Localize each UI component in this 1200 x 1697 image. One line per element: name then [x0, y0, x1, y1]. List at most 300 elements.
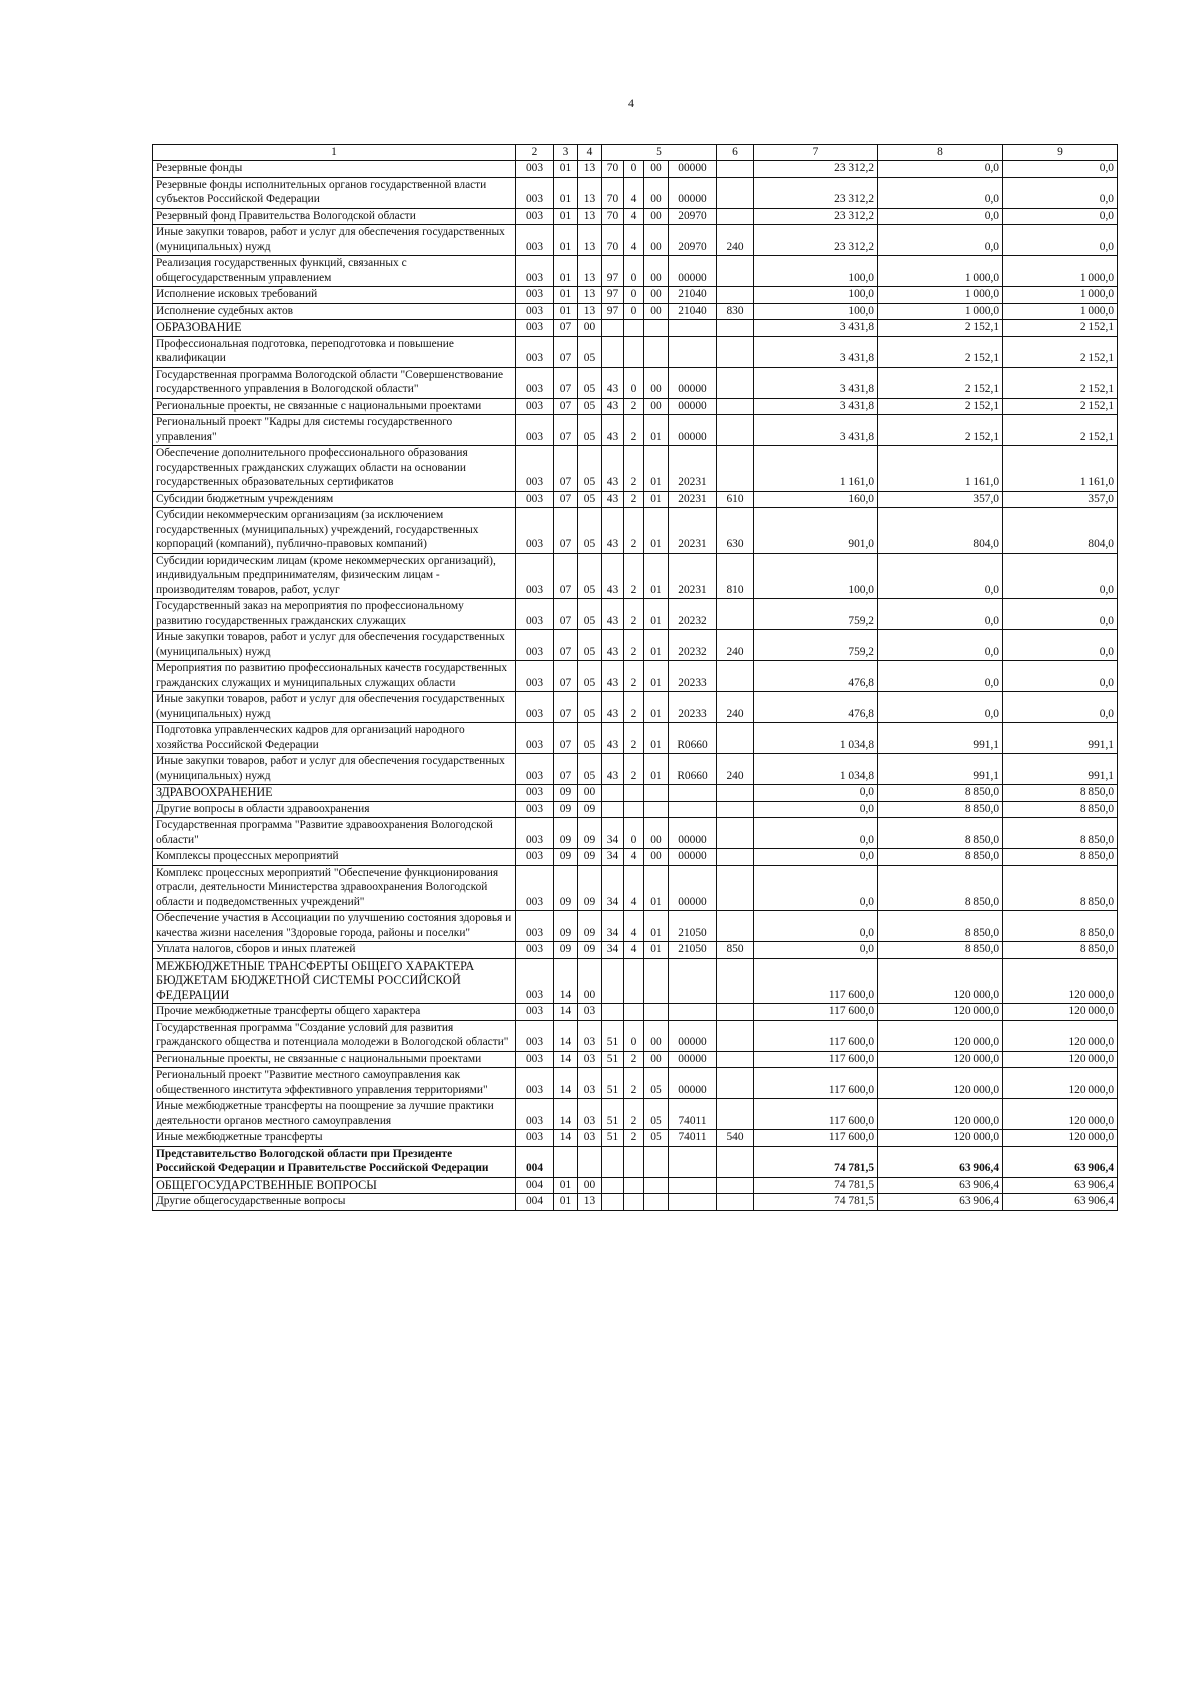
program-code: 70 — [602, 208, 624, 225]
table-row — [153, 630, 1118, 661]
section-code: 09 — [554, 818, 578, 849]
program-code: 43 — [602, 446, 624, 492]
expense-type-code: 240 — [717, 754, 754, 785]
subprogram-code — [624, 1146, 644, 1177]
direction-code: 20231 — [669, 508, 717, 554]
grbs-code: 003 — [516, 508, 554, 554]
grbs-code: 004 — [516, 1146, 554, 1177]
table-row — [153, 446, 1118, 492]
amount-col-9: 1 000,0 — [1003, 256, 1118, 287]
table-row — [153, 208, 1118, 225]
section-code: 07 — [554, 320, 578, 337]
amount-col-8: 8 850,0 — [878, 942, 1003, 959]
amount-col-8: 120 000,0 — [878, 1020, 1003, 1051]
subprogram-code: 2 — [624, 398, 644, 415]
direction-code: 20970 — [669, 208, 717, 225]
subsection-code: 09 — [578, 911, 602, 942]
amount-col-9: 804,0 — [1003, 508, 1118, 554]
direction-code: 00000 — [669, 415, 717, 446]
expense-type-code — [717, 208, 754, 225]
amount-col-9: 0,0 — [1003, 630, 1118, 661]
table-row — [153, 754, 1118, 785]
table-row — [153, 801, 1118, 818]
section-code: 14 — [554, 1068, 578, 1099]
direction-code: 20233 — [669, 692, 717, 723]
direction-code: 00000 — [669, 1068, 717, 1099]
amount-col-8: 0,0 — [878, 630, 1003, 661]
section-code — [554, 1146, 578, 1177]
direction-code — [669, 785, 717, 802]
amount-col-7: 3 431,8 — [754, 398, 878, 415]
direction-code: 21050 — [669, 911, 717, 942]
subsection-code: 05 — [578, 446, 602, 492]
subsection-code — [578, 1146, 602, 1177]
header-col-5: 5 — [602, 145, 717, 161]
amount-col-9: 120 000,0 — [1003, 1004, 1118, 1021]
table-row — [153, 1020, 1118, 1051]
program-code: 43 — [602, 553, 624, 599]
event-code: 01 — [644, 661, 669, 692]
expense-type-code — [717, 818, 754, 849]
amount-col-8: 804,0 — [878, 508, 1003, 554]
direction-code: 20233 — [669, 661, 717, 692]
row-name: Уплата налогов, сборов и иных платежей — [153, 942, 516, 959]
event-code — [644, 336, 669, 367]
amount-col-9: 8 850,0 — [1003, 865, 1118, 911]
amount-col-9: 0,0 — [1003, 161, 1118, 178]
subprogram-code: 2 — [624, 723, 644, 754]
subsection-code: 03 — [578, 1004, 602, 1021]
subprogram-code: 4 — [624, 942, 644, 959]
table-row — [153, 367, 1118, 398]
table-row — [153, 599, 1118, 630]
grbs-code: 003 — [516, 446, 554, 492]
expense-type-code — [717, 661, 754, 692]
direction-code: 20231 — [669, 553, 717, 599]
amount-col-7: 23 312,2 — [754, 177, 878, 208]
program-code — [602, 958, 624, 1004]
subprogram-code: 4 — [624, 208, 644, 225]
section-code: 07 — [554, 491, 578, 508]
row-name: Резервные фонды — [153, 161, 516, 178]
amount-col-9: 991,1 — [1003, 754, 1118, 785]
grbs-code: 003 — [516, 161, 554, 178]
table-row — [153, 415, 1118, 446]
amount-col-9: 991,1 — [1003, 723, 1118, 754]
row-name: Государственная программа Вологодской области "Совершенствование государственного управления в Вологодской области" — [153, 367, 516, 398]
header-col-6: 6 — [717, 145, 754, 161]
amount-col-7: 3 431,8 — [754, 367, 878, 398]
event-code: 05 — [644, 1130, 669, 1147]
event-code: 01 — [644, 865, 669, 911]
subsection-code: 00 — [578, 785, 602, 802]
amount-col-8: 1 000,0 — [878, 303, 1003, 320]
section-code: 01 — [554, 225, 578, 256]
table-row — [153, 849, 1118, 866]
expense-type-code: 810 — [717, 553, 754, 599]
grbs-code: 003 — [516, 415, 554, 446]
section-code: 01 — [554, 256, 578, 287]
event-code: 01 — [644, 692, 669, 723]
subprogram-code: 2 — [624, 508, 644, 554]
table-row — [153, 1051, 1118, 1068]
expense-type-code: 240 — [717, 630, 754, 661]
row-name: ОБЩЕГОСУДАРСТВЕННЫЕ ВОПРОСЫ — [153, 1177, 516, 1194]
program-code: 97 — [602, 303, 624, 320]
subsection-code: 00 — [578, 1177, 602, 1194]
event-code: 00 — [644, 1051, 669, 1068]
expense-type-code — [717, 398, 754, 415]
amount-col-9: 8 850,0 — [1003, 785, 1118, 802]
subprogram-code: 2 — [624, 415, 644, 446]
event-code — [644, 1194, 669, 1211]
expense-type-code: 630 — [717, 508, 754, 554]
amount-col-7: 160,0 — [754, 491, 878, 508]
amount-col-9: 2 152,1 — [1003, 398, 1118, 415]
grbs-code: 003 — [516, 785, 554, 802]
program-code: 34 — [602, 911, 624, 942]
section-code: 07 — [554, 446, 578, 492]
expense-type-code — [717, 958, 754, 1004]
program-code: 51 — [602, 1051, 624, 1068]
subsection-code: 03 — [578, 1020, 602, 1051]
subsection-code: 03 — [578, 1130, 602, 1147]
event-code: 00 — [644, 303, 669, 320]
subsection-code: 05 — [578, 508, 602, 554]
row-name: Региональный проект "Кадры для системы государственного управления" — [153, 415, 516, 446]
table-row — [153, 320, 1118, 337]
table-row — [153, 1177, 1118, 1194]
row-name: Региональный проект "Развитие местного самоуправления как общественного института эффективного управления территориями" — [153, 1068, 516, 1099]
grbs-code: 003 — [516, 958, 554, 1004]
table-row — [153, 865, 1118, 911]
subprogram-code — [624, 958, 644, 1004]
page-number: 4 — [628, 96, 634, 110]
subprogram-code: 2 — [624, 630, 644, 661]
amount-col-9: 120 000,0 — [1003, 1020, 1118, 1051]
subsection-code: 05 — [578, 692, 602, 723]
section-code: 09 — [554, 849, 578, 866]
section-code: 01 — [554, 1194, 578, 1211]
table-row — [153, 1068, 1118, 1099]
row-name: Профессиональная подготовка, переподготовка и повышение квалификации — [153, 336, 516, 367]
header-col-3: 3 — [554, 145, 578, 161]
amount-col-9: 8 850,0 — [1003, 849, 1118, 866]
section-code: 14 — [554, 1130, 578, 1147]
subsection-code: 05 — [578, 553, 602, 599]
expense-type-code: 240 — [717, 692, 754, 723]
amount-col-8: 8 850,0 — [878, 785, 1003, 802]
subsection-code: 05 — [578, 367, 602, 398]
row-name: МЕЖБЮДЖЕТНЫЕ ТРАНСФЕРТЫ ОБЩЕГО ХАРАКТЕРА БЮДЖЕТАМ БЮДЖЕТНОЙ СИСТЕМЫ РОССИЙСКОЙ ФЕДЕРАЦИИ — [153, 958, 516, 1004]
direction-code: 21050 — [669, 942, 717, 959]
amount-col-7: 74 781,5 — [754, 1146, 878, 1177]
subsection-code: 09 — [578, 801, 602, 818]
amount-col-9: 8 850,0 — [1003, 818, 1118, 849]
grbs-code: 003 — [516, 553, 554, 599]
program-code: 51 — [602, 1130, 624, 1147]
event-code: 05 — [644, 1099, 669, 1130]
grbs-code: 003 — [516, 818, 554, 849]
grbs-code: 003 — [516, 661, 554, 692]
expense-type-code — [717, 1177, 754, 1194]
expense-type-code — [717, 336, 754, 367]
section-code: 14 — [554, 1099, 578, 1130]
subprogram-code: 4 — [624, 865, 644, 911]
event-code: 00 — [644, 208, 669, 225]
program-code: 43 — [602, 661, 624, 692]
subprogram-code: 0 — [624, 161, 644, 178]
event-code: 00 — [644, 1020, 669, 1051]
subprogram-code — [624, 785, 644, 802]
amount-col-9: 1 000,0 — [1003, 287, 1118, 304]
section-code: 01 — [554, 303, 578, 320]
amount-col-9: 120 000,0 — [1003, 1130, 1118, 1147]
direction-code: 00000 — [669, 1020, 717, 1051]
expense-type-code — [717, 1194, 754, 1211]
expense-type-code — [717, 287, 754, 304]
amount-col-8: 120 000,0 — [878, 1099, 1003, 1130]
event-code: 01 — [644, 491, 669, 508]
event-code: 00 — [644, 367, 669, 398]
section-code: 14 — [554, 1004, 578, 1021]
amount-col-7: 1 034,8 — [754, 723, 878, 754]
subsection-code: 13 — [578, 1194, 602, 1211]
subprogram-code — [624, 320, 644, 337]
program-code — [602, 320, 624, 337]
program-code — [602, 801, 624, 818]
program-code: 43 — [602, 723, 624, 754]
amount-col-8: 991,1 — [878, 754, 1003, 785]
amount-col-8: 0,0 — [878, 208, 1003, 225]
amount-col-7: 1 161,0 — [754, 446, 878, 492]
subprogram-code: 2 — [624, 553, 644, 599]
section-code: 07 — [554, 661, 578, 692]
subsection-code: 03 — [578, 1099, 602, 1130]
amount-col-8: 0,0 — [878, 225, 1003, 256]
subprogram-code: 4 — [624, 849, 644, 866]
expense-type-code — [717, 723, 754, 754]
grbs-code: 003 — [516, 801, 554, 818]
program-code — [602, 336, 624, 367]
program-code: 43 — [602, 398, 624, 415]
event-code: 01 — [644, 553, 669, 599]
amount-col-9: 0,0 — [1003, 177, 1118, 208]
amount-col-8: 120 000,0 — [878, 1004, 1003, 1021]
direction-code: 20232 — [669, 599, 717, 630]
amount-col-7: 0,0 — [754, 911, 878, 942]
amount-col-7: 3 431,8 — [754, 415, 878, 446]
row-name: Мероприятия по развитию профессиональных качеств государственных гражданских служащих и муниципальных служащих области — [153, 661, 516, 692]
subprogram-code: 2 — [624, 491, 644, 508]
subsection-code: 05 — [578, 754, 602, 785]
subprogram-code — [624, 801, 644, 818]
subsection-code: 13 — [578, 208, 602, 225]
amount-col-8: 120 000,0 — [878, 1051, 1003, 1068]
section-code: 01 — [554, 1177, 578, 1194]
subsection-code: 05 — [578, 630, 602, 661]
section-code: 07 — [554, 754, 578, 785]
grbs-code: 003 — [516, 491, 554, 508]
expense-type-code — [717, 1068, 754, 1099]
amount-col-7: 0,0 — [754, 801, 878, 818]
amount-col-8: 0,0 — [878, 692, 1003, 723]
event-code: 00 — [644, 287, 669, 304]
grbs-code: 003 — [516, 692, 554, 723]
program-code: 51 — [602, 1020, 624, 1051]
row-name: Резервный фонд Правительства Вологодской области — [153, 208, 516, 225]
section-code: 07 — [554, 723, 578, 754]
subprogram-code — [624, 336, 644, 367]
table-row — [153, 508, 1118, 554]
subsection-code: 00 — [578, 958, 602, 1004]
amount-col-9: 8 850,0 — [1003, 801, 1118, 818]
row-name: Государственный заказ на мероприятия по профессиональному развитию государственных гражданских служащих — [153, 599, 516, 630]
table-row — [153, 661, 1118, 692]
subsection-code: 05 — [578, 415, 602, 446]
amount-col-7: 3 431,8 — [754, 336, 878, 367]
row-name: Иные закупки товаров, работ и услуг для обеспечения государственных (муниципальных) нужд — [153, 692, 516, 723]
amount-col-7: 23 312,2 — [754, 161, 878, 178]
subprogram-code: 0 — [624, 287, 644, 304]
direction-code: R0660 — [669, 754, 717, 785]
amount-col-8: 0,0 — [878, 661, 1003, 692]
program-code: 97 — [602, 287, 624, 304]
row-name: ОБРАЗОВАНИЕ — [153, 320, 516, 337]
amount-col-8: 8 850,0 — [878, 865, 1003, 911]
direction-code: 00000 — [669, 256, 717, 287]
direction-code: 00000 — [669, 1051, 717, 1068]
amount-col-8: 0,0 — [878, 553, 1003, 599]
subsection-code: 09 — [578, 865, 602, 911]
row-name: Обеспечение участия в Ассоциации по улучшению состояния здоровья и качества жизни населения "Здоровые города, районы и поселки" — [153, 911, 516, 942]
expense-type-code: 240 — [717, 225, 754, 256]
program-code: 43 — [602, 367, 624, 398]
amount-col-8: 1 161,0 — [878, 446, 1003, 492]
subprogram-code: 4 — [624, 911, 644, 942]
direction-code — [669, 336, 717, 367]
amount-col-7: 759,2 — [754, 630, 878, 661]
amount-col-9: 120 000,0 — [1003, 1068, 1118, 1099]
row-name: Субсидии юридическим лицам (кроме некоммерческих организаций), индивидуальным предпринимателям, физическим лицам - производителям товаров, работ, услуг — [153, 553, 516, 599]
amount-col-7: 100,0 — [754, 287, 878, 304]
amount-col-8: 2 152,1 — [878, 320, 1003, 337]
expense-type-code — [717, 599, 754, 630]
direction-code: 21040 — [669, 287, 717, 304]
amount-col-7: 117 600,0 — [754, 1004, 878, 1021]
header-col-4: 4 — [578, 145, 602, 161]
amount-col-8: 0,0 — [878, 177, 1003, 208]
grbs-code: 003 — [516, 942, 554, 959]
direction-code: 00000 — [669, 398, 717, 415]
grbs-code: 003 — [516, 1004, 554, 1021]
row-name: Региональные проекты, не связанные с национальными проектами — [153, 398, 516, 415]
direction-code: 20231 — [669, 446, 717, 492]
amount-col-9: 0,0 — [1003, 661, 1118, 692]
expense-type-code — [717, 865, 754, 911]
direction-code: 00000 — [669, 849, 717, 866]
row-name: Резервные фонды исполнительных органов государственной власти субъектов Российской Федерации — [153, 177, 516, 208]
amount-col-9: 8 850,0 — [1003, 911, 1118, 942]
row-name: Государственная программа "Создание условий для развития гражданского общества и потенциала молодежи в Вологодской области" — [153, 1020, 516, 1051]
amount-col-9: 2 152,1 — [1003, 336, 1118, 367]
amount-col-9: 63 906,4 — [1003, 1194, 1118, 1211]
expense-type-code — [717, 446, 754, 492]
grbs-code: 003 — [516, 1130, 554, 1147]
table-row — [153, 177, 1118, 208]
row-name: Иные закупки товаров, работ и услуг для обеспечения государственных (муниципальных) нужд — [153, 754, 516, 785]
grbs-code: 003 — [516, 287, 554, 304]
program-code — [602, 1146, 624, 1177]
direction-code: 74011 — [669, 1130, 717, 1147]
event-code: 01 — [644, 508, 669, 554]
amount-col-7: 0,0 — [754, 818, 878, 849]
event-code: 00 — [644, 256, 669, 287]
subprogram-code: 0 — [624, 1020, 644, 1051]
row-name: Комплекс процессных мероприятий "Обеспечение функционирования отрасли, деятельности Министерства здравоохранения Вологодской области и подведомственных учреждений" — [153, 865, 516, 911]
amount-col-7: 0,0 — [754, 785, 878, 802]
amount-col-8: 1 000,0 — [878, 287, 1003, 304]
amount-col-8: 8 850,0 — [878, 849, 1003, 866]
amount-col-9: 1 161,0 — [1003, 446, 1118, 492]
grbs-code: 003 — [516, 208, 554, 225]
event-code: 00 — [644, 849, 669, 866]
program-code: 43 — [602, 630, 624, 661]
row-name: Другие общегосударственные вопросы — [153, 1194, 516, 1211]
amount-col-7: 100,0 — [754, 256, 878, 287]
section-code: 14 — [554, 958, 578, 1004]
event-code — [644, 801, 669, 818]
amount-col-8: 357,0 — [878, 491, 1003, 508]
grbs-code: 004 — [516, 1194, 554, 1211]
section-code: 07 — [554, 367, 578, 398]
amount-col-9: 0,0 — [1003, 553, 1118, 599]
subsection-code: 00 — [578, 320, 602, 337]
table-row — [153, 256, 1118, 287]
section-code: 09 — [554, 911, 578, 942]
program-code — [602, 1004, 624, 1021]
grbs-code: 003 — [516, 754, 554, 785]
amount-col-9: 2 152,1 — [1003, 367, 1118, 398]
event-code: 00 — [644, 177, 669, 208]
event-code — [644, 958, 669, 1004]
expense-type-code — [717, 849, 754, 866]
event-code — [644, 1146, 669, 1177]
row-name: Обеспечение дополнительного профессионального образования государственных гражданских служащих области на основании государственных образовательных сертификатов — [153, 446, 516, 492]
subsection-code: 13 — [578, 177, 602, 208]
grbs-code: 003 — [516, 225, 554, 256]
amount-col-7: 74 781,5 — [754, 1194, 878, 1211]
subsection-code: 05 — [578, 336, 602, 367]
header-col-8: 8 — [878, 145, 1003, 161]
expense-type-code — [717, 1146, 754, 1177]
section-code: 01 — [554, 161, 578, 178]
table-row — [153, 491, 1118, 508]
subsection-code: 13 — [578, 256, 602, 287]
direction-code — [669, 1146, 717, 1177]
amount-col-8: 63 906,4 — [878, 1177, 1003, 1194]
amount-col-7: 74 781,5 — [754, 1177, 878, 1194]
subprogram-code: 4 — [624, 225, 644, 256]
section-code: 14 — [554, 1020, 578, 1051]
amount-col-7: 759,2 — [754, 599, 878, 630]
grbs-code: 003 — [516, 398, 554, 415]
subprogram-code: 4 — [624, 177, 644, 208]
amount-col-8: 8 850,0 — [878, 818, 1003, 849]
section-code: 07 — [554, 508, 578, 554]
subprogram-code: 2 — [624, 1068, 644, 1099]
program-code: 43 — [602, 415, 624, 446]
